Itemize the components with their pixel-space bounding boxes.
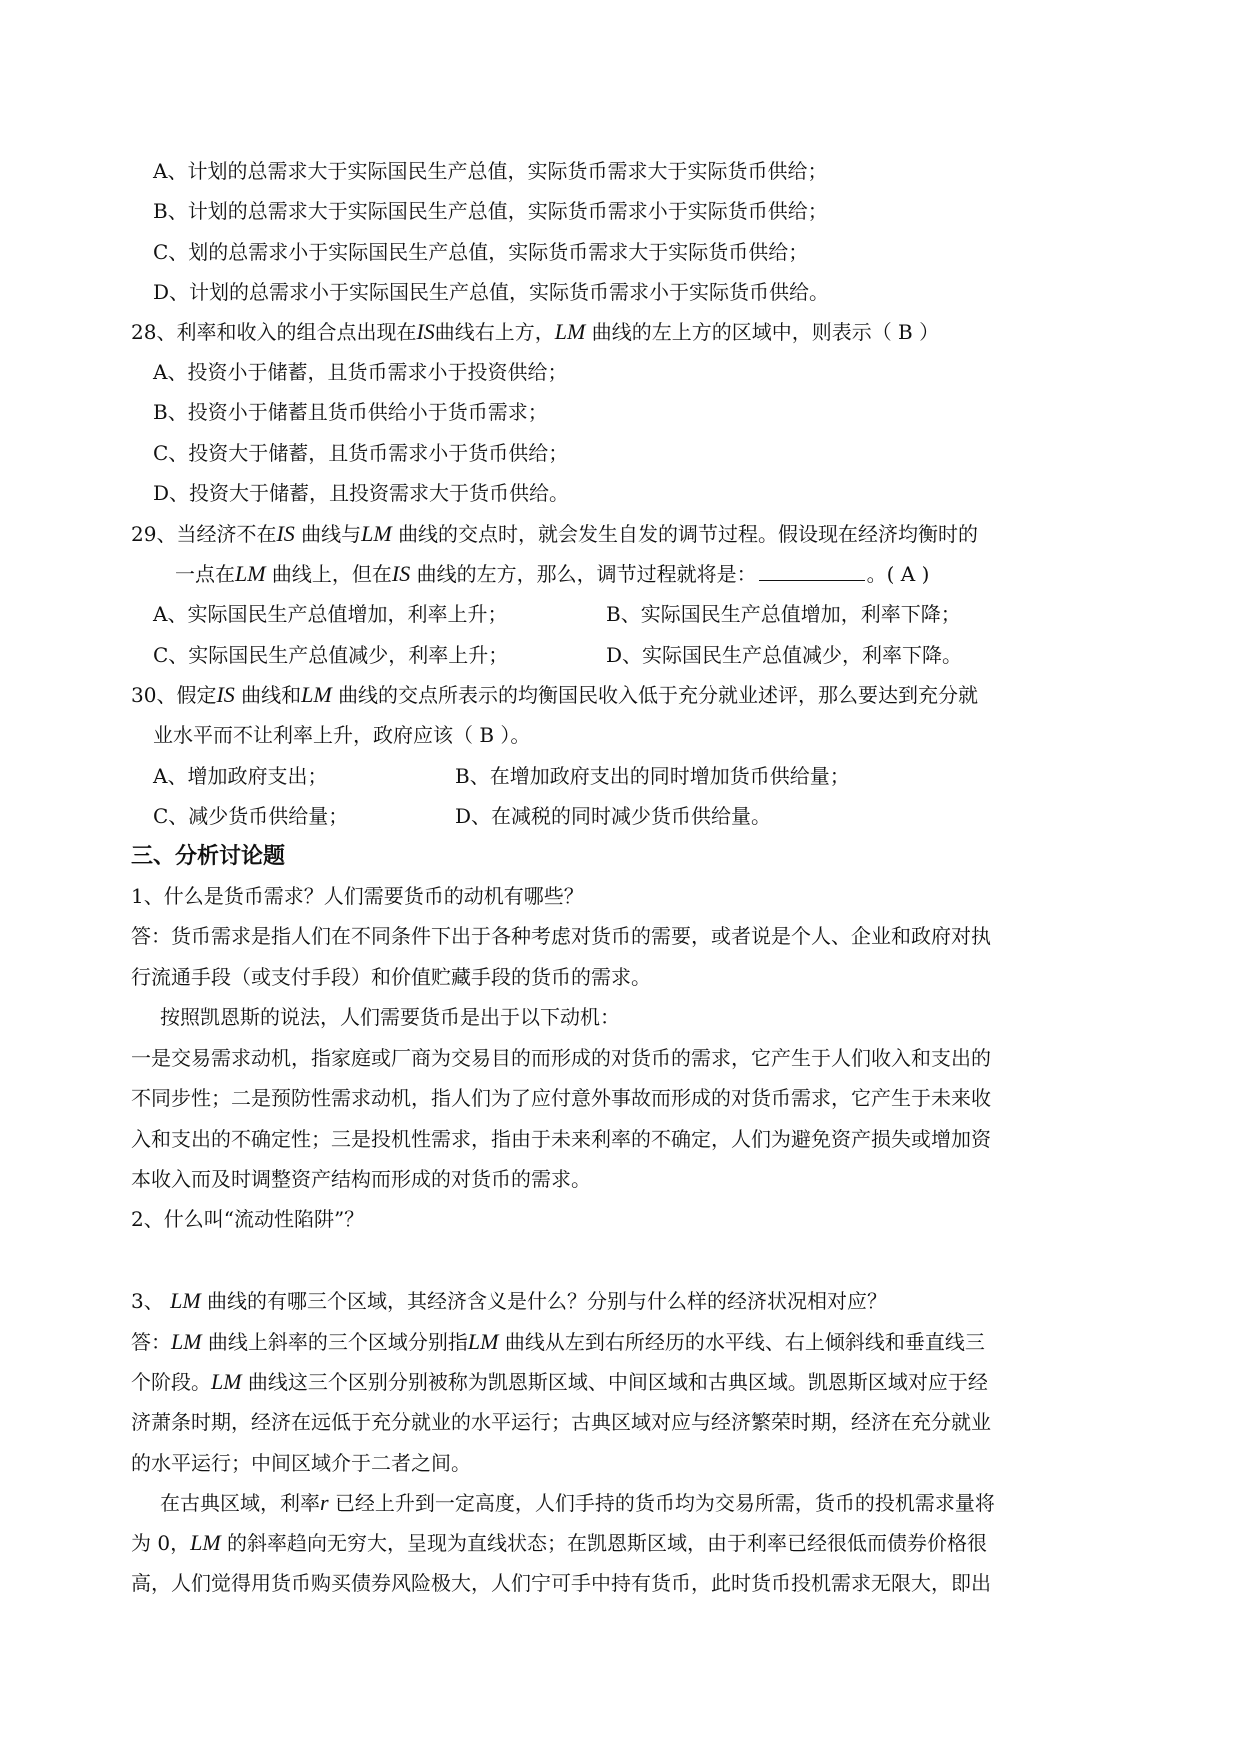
q3-text-b: 曲线的有哪三个区域，其经济含义是什么？分别与什么样的经济状况相对应？ — [207, 1289, 888, 1313]
a3-text-d: 个阶段。 — [131, 1370, 211, 1394]
interest-rate-symbol: r — [320, 1490, 329, 1515]
q29-text-a: 29、当经济不在 — [131, 522, 277, 546]
q29-text-c: 曲线的交点时，就会发生自发的调节过程。假设现在经济均衡时的 — [398, 522, 979, 546]
answer-3-line-2 — [131, 1369, 988, 1395]
q28-option-b: B、投资小于储蓄且货币供给小于货币需求； — [153, 400, 548, 424]
q28-is-term: IS — [416, 319, 435, 344]
a3-text-b: 曲线上斜率的三个区域分别指 — [207, 1330, 468, 1354]
discussion-question-1: 1、什么是货币需求？人们需要货币的动机有哪些？ — [131, 884, 584, 908]
q30-question-line1 — [131, 682, 978, 708]
a3-lm-term-4: LM — [190, 1530, 221, 1555]
q29-option-a: A、实际国民生产总值增加，利率上升； — [153, 602, 508, 626]
discussion-question-3 — [131, 1288, 887, 1314]
q30-text-c: 曲线的交点所表示的均衡国民收入低于充分就业述评，那么要达到充分就 — [338, 683, 979, 707]
q29-text-b: 曲线与 — [301, 522, 362, 546]
answer-1-line-2: 行流通手段（或支付手段）和价值贮藏手段的货币的需求。 — [131, 965, 651, 989]
answer-1-line-3: 按照凯恩斯的说法，人们需要货币是出于以下动机： — [160, 1005, 620, 1029]
q29-lm-term-2: LM — [235, 561, 266, 586]
q30-option-d: D、在减税的同时减少货币供给量。 — [455, 804, 772, 828]
q28-option-c: C、投资大于储蓄，且货币需求小于货币供给； — [153, 441, 569, 465]
q27-option-b: B、计划的总需求大于实际国民生产总值，实际货币需求小于实际货币供给； — [153, 199, 828, 223]
q29-is-term: IS — [276, 521, 295, 546]
q30-text-a: 30、假定 — [131, 683, 217, 707]
q29-text-g: 。( A ) — [866, 562, 930, 586]
a3-lm-term-1: LM — [171, 1329, 202, 1354]
q30-lm-term: LM — [301, 682, 332, 707]
answer-3-line-7: 高，人们觉得用货币购买债券风险极大，人们宁可手中持有货币，此时货币投机需求无限大，即出 — [131, 1571, 991, 1595]
q28-text-b: 曲线右上方， — [434, 320, 555, 344]
answer-3-line-3: 济萧条时期，经济在远低于充分就业的水平运行；古典区域对应与经济繁荣时期，经济在充分就业 — [131, 1410, 991, 1434]
a3-text-h: 为 0， — [131, 1531, 191, 1555]
q28-question — [131, 319, 939, 345]
q29-option-c: C、实际国民生产总值减少，利率上升； — [153, 643, 509, 667]
q29-option-d: D、实际国民生产总值减少，利率下降。 — [606, 643, 963, 667]
a3-text-f: 在古典区域，利率 — [160, 1491, 320, 1515]
q30-option-b: B、在增加政府支出的同时增加货币供给量； — [455, 764, 850, 788]
q29-question-line2 — [175, 561, 929, 587]
q27-option-d: D、计划的总需求小于实际国民生产总值，实际货币需求小于实际货币供给。 — [153, 280, 830, 304]
answer-3-line-5 — [160, 1490, 995, 1516]
answer-1-line-4: 一是交易需求动机，指家庭或厂商为交易目的而形成的对货币的需求，它产生于人们收入和支出的 — [131, 1046, 991, 1070]
discussion-question-2: 2、什么叫“流动性陷阱”？ — [131, 1207, 365, 1231]
a3-lm-term-3: LM — [211, 1369, 242, 1394]
q29-question-line1 — [131, 521, 978, 547]
answer-3-line-6 — [131, 1530, 987, 1556]
answer-1-line-6: 入和支出的不确定性；三是投机性需求，指由于未来利率的不确定，人们为避免资产损失或增加资 — [131, 1127, 991, 1151]
a3-text-g: 已经上升到一定高度，人们手持的货币均为交易所需，货币的投机需求量将 — [334, 1491, 995, 1515]
q30-question-line2: 业水平而不让利率上升，政府应该（ B ）。 — [153, 723, 531, 747]
answer-1-line-1: 答：货币需求是指人们在不同条件下出于各种考虑对货币的需要，或者说是个人、企业和政府对执 — [131, 924, 991, 948]
q29-text-d: 一点在 — [175, 562, 235, 586]
section-heading: 三、分析讨论题 — [131, 843, 286, 869]
a3-text-e: 曲线这三个区别分别被称为凯恩斯区域、中间区域和古典区域。凯恩斯区域对应于经 — [247, 1370, 988, 1394]
q3-lm-term: LM — [170, 1288, 201, 1313]
answer-1-line-5: 不同步性；二是预防性需求动机，指人们为了应付意外事故而形成的对货币需求，它产生于未来收 — [131, 1086, 991, 1110]
q27-option-c: C、划的总需求小于实际国民生产总值，实际货币需求大于实际货币供给； — [153, 240, 809, 264]
a3-text-a: 答： — [131, 1330, 171, 1354]
answer-3-line-1 — [131, 1329, 985, 1355]
q29-option-b: B、实际国民生产总值增加，利率下降； — [606, 602, 961, 626]
q28-option-a: A、投资小于储蓄，且货币需求小于投资供给； — [153, 360, 568, 384]
a3-text-c: 曲线从左到右所经历的水平线、右上倾斜线和垂直线三 — [504, 1330, 985, 1354]
q30-option-c: C、减少货币供给量； — [153, 804, 349, 828]
answer-blank — [759, 562, 865, 581]
q30-text-b: 曲线和 — [241, 683, 302, 707]
a3-text-i: 的斜率趋向无穷大，呈现为直线状态；在凯恩斯区域，由于利率已经很低而债券价格很 — [227, 1531, 988, 1555]
q29-text-e: 曲线上，但在 — [271, 562, 392, 586]
q28-lm-term: LM — [554, 319, 586, 344]
q30-is-term: IS — [216, 682, 235, 707]
answer-1-line-7: 本收入而及时调整资产结构而形成的对货币的需求。 — [131, 1167, 591, 1191]
answer-3-line-4: 的水平运行；中间区域介于二者之间。 — [131, 1451, 471, 1475]
q29-text-f: 曲线的左方，那么，调节过程就将是： — [416, 562, 757, 586]
q29-is-term-2: IS — [391, 561, 411, 586]
a3-lm-term-2: LM — [467, 1329, 499, 1354]
q29-lm-term: LM — [361, 521, 392, 546]
q30-option-a: A、增加政府支出； — [153, 764, 328, 788]
q3-text-a: 3、 — [131, 1289, 164, 1313]
q28-text-c: 曲线的左上方的区域中，则表示（ B ） — [591, 320, 940, 344]
q27-option-a: A、计划的总需求大于实际国民生产总值，实际货币需求大于实际货币供给； — [153, 159, 828, 183]
q28-text-a: 28、利率和收入的组合点出现在 — [131, 320, 417, 344]
q28-option-d: D、投资大于储蓄，且投资需求大于货币供给。 — [153, 481, 570, 505]
